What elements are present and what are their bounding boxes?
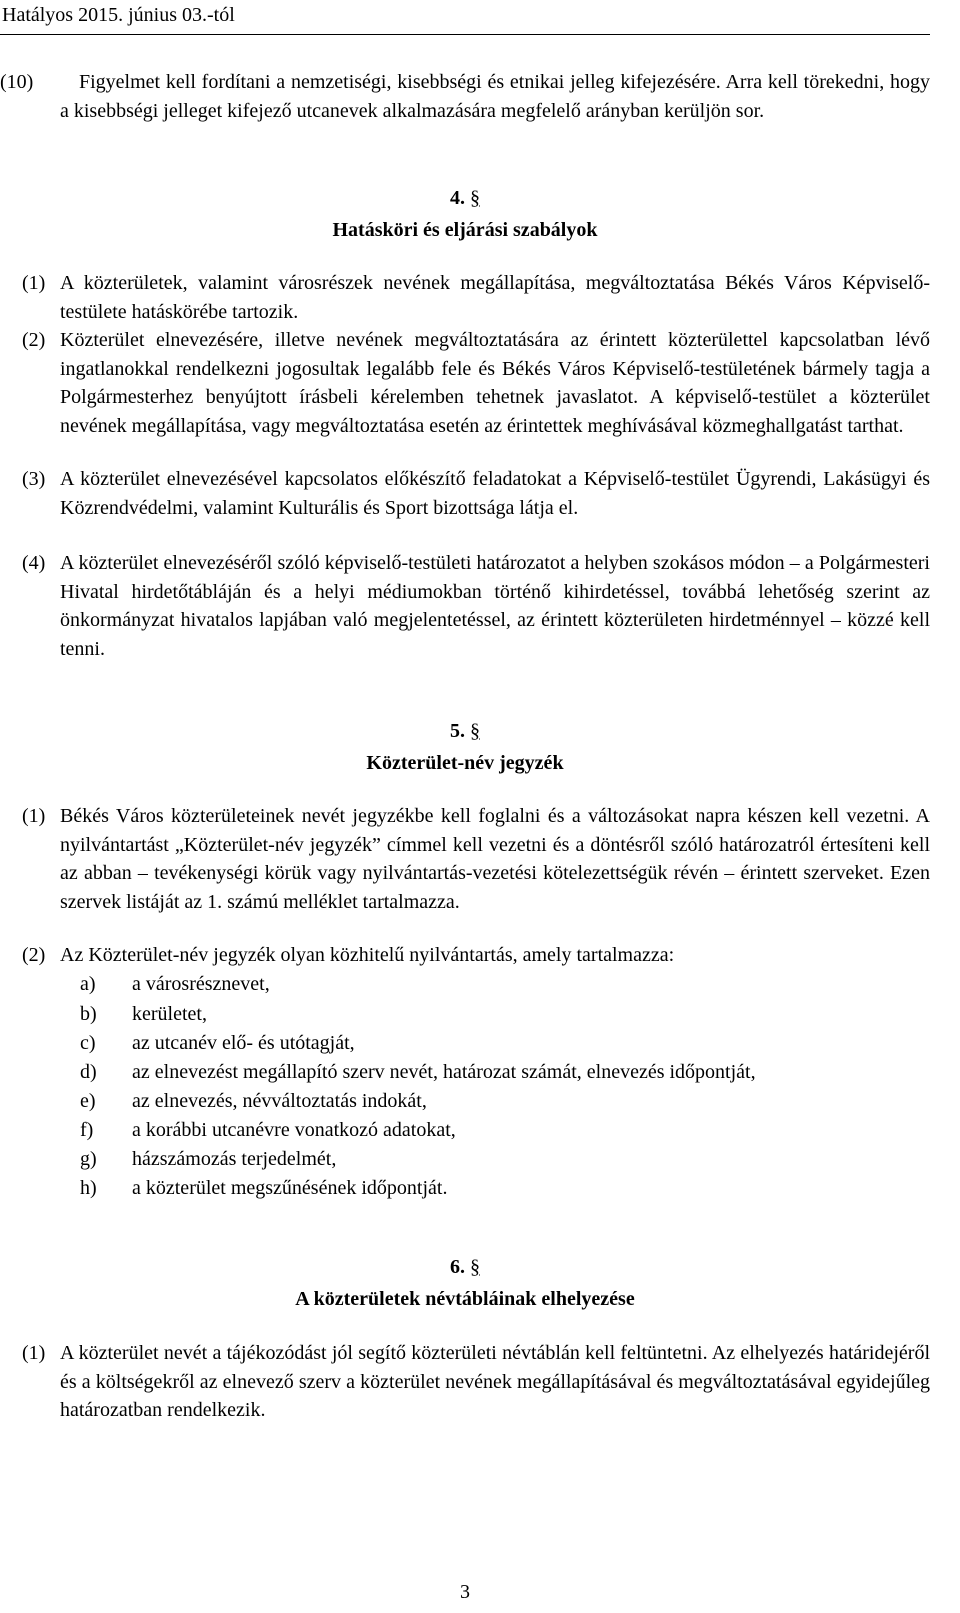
sec4-paragraph-4	[0, 549, 930, 663]
list-item: f) a korábbi utcanévre vonatkozó adatokat,	[80, 1119, 456, 1141]
section-number: 5. §	[450, 720, 480, 742]
section-title: Közterület-név jegyzék	[366, 752, 564, 774]
page-header	[0, 0, 930, 35]
sec5-paragraph-1	[0, 802, 930, 916]
paragraph-10	[0, 68, 930, 125]
paragraph-text: Békés Város közterületeinek nevét jegyzékbe kell foglalni és a változásokat napra készen kell vezetni. A nyilvántartást „Közterület-név jegyzék” címmel kell vezetni és a döntésről szóló határozatról értesíteni kell az abban – tevékenységi körük vagy nyilvántartás-vezetési kötelezettségük révén – érintett szerveket. Ezen szervek listáját az 1. számú melléklet tartalmazza.	[60, 805, 930, 913]
header-effective-date: Hatályos 2015. június 03.-tól	[2, 4, 235, 26]
section-sign-link[interactable]: §	[470, 720, 480, 742]
paragraph-text: Közterület elnevezésére, illetve nevének megváltoztatására az érintett közterülettel kapcsolatban lévő ingatlanokkal rendelkezni jogosultak legalább fele és Békés Város Képviselő-testületének bármely tagja a Polgármesterhez benyújtott írásbeli kérelemben tehetnek javaslatot. A képviselő-testület a közterület nevének megállapítása, vagy megváltoztatása esetén az érintettek meghívásával közmeghallgatást tarthat.	[60, 329, 930, 437]
paragraph-number: (1)	[22, 272, 46, 294]
section-title: A közterületek névtábláinak elhelyezése	[295, 1288, 635, 1310]
paragraph-number: (1)	[22, 1342, 46, 1364]
list-item: a) a városrésznevet,	[80, 973, 270, 995]
paragraph-number: (3)	[22, 468, 46, 490]
paragraph-text: Az Közterület-név jegyzék olyan közhitelű nyilvántartás, amely tartalmazza:	[60, 944, 675, 966]
paragraph-number: (1)	[22, 805, 46, 827]
paragraph-text: A közterület elnevezéséről szóló képviselő-testületi határozatot a helyben szokásos módon – a Polgármesteri Hivatal hirdetőtábláján és a helyi médiumokban történő kihirdetéssel, továbbá lehetőség szerint az önkormányzat hivatalos lapjában való megjelentetéssel, az érintett közterületen hirdetménnyel – közzé kell tenni.	[60, 552, 930, 660]
sec5-paragraph-2	[0, 941, 930, 970]
paragraph-text: A közterület elnevezésével kapcsolatos előkészítő feladatokat a Képviselő-testület Ügyrendi, Lakásügyi és Közrendvédelmi, valamint Kulturális és Sport bizottsága látja el.	[60, 468, 930, 519]
sec6-paragraph-1	[0, 1339, 930, 1425]
page-number: 3	[460, 1581, 470, 1603]
list-item: d) az elnevezést megállapító szerv nevét, határozat számát, elnevezés időpontját,	[80, 1061, 756, 1083]
paragraph-number: (2)	[22, 944, 46, 966]
list-item: h) a közterület megszűnésének időpontját.	[80, 1177, 448, 1199]
paragraph-text: A közterületek, valamint városrészek nevének megállapítása, megváltoztatása Békés Város Képviselő-testülete hatáskörébe tartozik.	[60, 272, 930, 323]
list-item: e) az elnevezés, névváltoztatás indokát,	[80, 1090, 427, 1112]
paragraph-number: (4)	[22, 552, 46, 574]
sec4-paragraph-2	[0, 326, 930, 440]
section-sign-link[interactable]: §	[470, 187, 480, 209]
paragraph-text: Figyelmet kell fordítani a nemzetiségi, kisebbségi és etnikai jelleg kifejezésére. Arra kell törekedni, hogy a kisebbségi jelleget kifejező utcanevek alkalmazására megfelelő arányban kerüljön sor.	[60, 71, 930, 122]
section-title: Hatásköri és eljárási szabályok	[332, 219, 598, 241]
section-sign-link[interactable]: §	[470, 1256, 480, 1278]
list-item: b) kerületet,	[80, 1003, 207, 1025]
paragraph-number: (2)	[22, 329, 46, 351]
list-item: c) az utcanév elő- és utótagját,	[80, 1032, 355, 1054]
section-5-heading	[0, 716, 930, 778]
sec4-paragraph-3	[0, 465, 930, 522]
section-number: 6. §	[450, 1256, 480, 1278]
section-4-heading	[0, 183, 930, 245]
sec4-paragraph-1	[0, 269, 930, 326]
paragraph-text: A közterület nevét a tájékozódást jól segítő közterületi névtáblán kell feltüntetni. Az elhelyezés határidejéről és a költségekről az elnevező szerv a közterület nevének megállapításával és megváltoztatásával egyidejűleg határozatban rendelkezik.	[60, 1342, 930, 1421]
list-item: g) házszámozás terjedelmét,	[80, 1148, 337, 1170]
paragraph-number: (10)	[0, 71, 34, 93]
section-6-heading	[0, 1252, 930, 1314]
section-number: 4. §	[450, 187, 480, 209]
